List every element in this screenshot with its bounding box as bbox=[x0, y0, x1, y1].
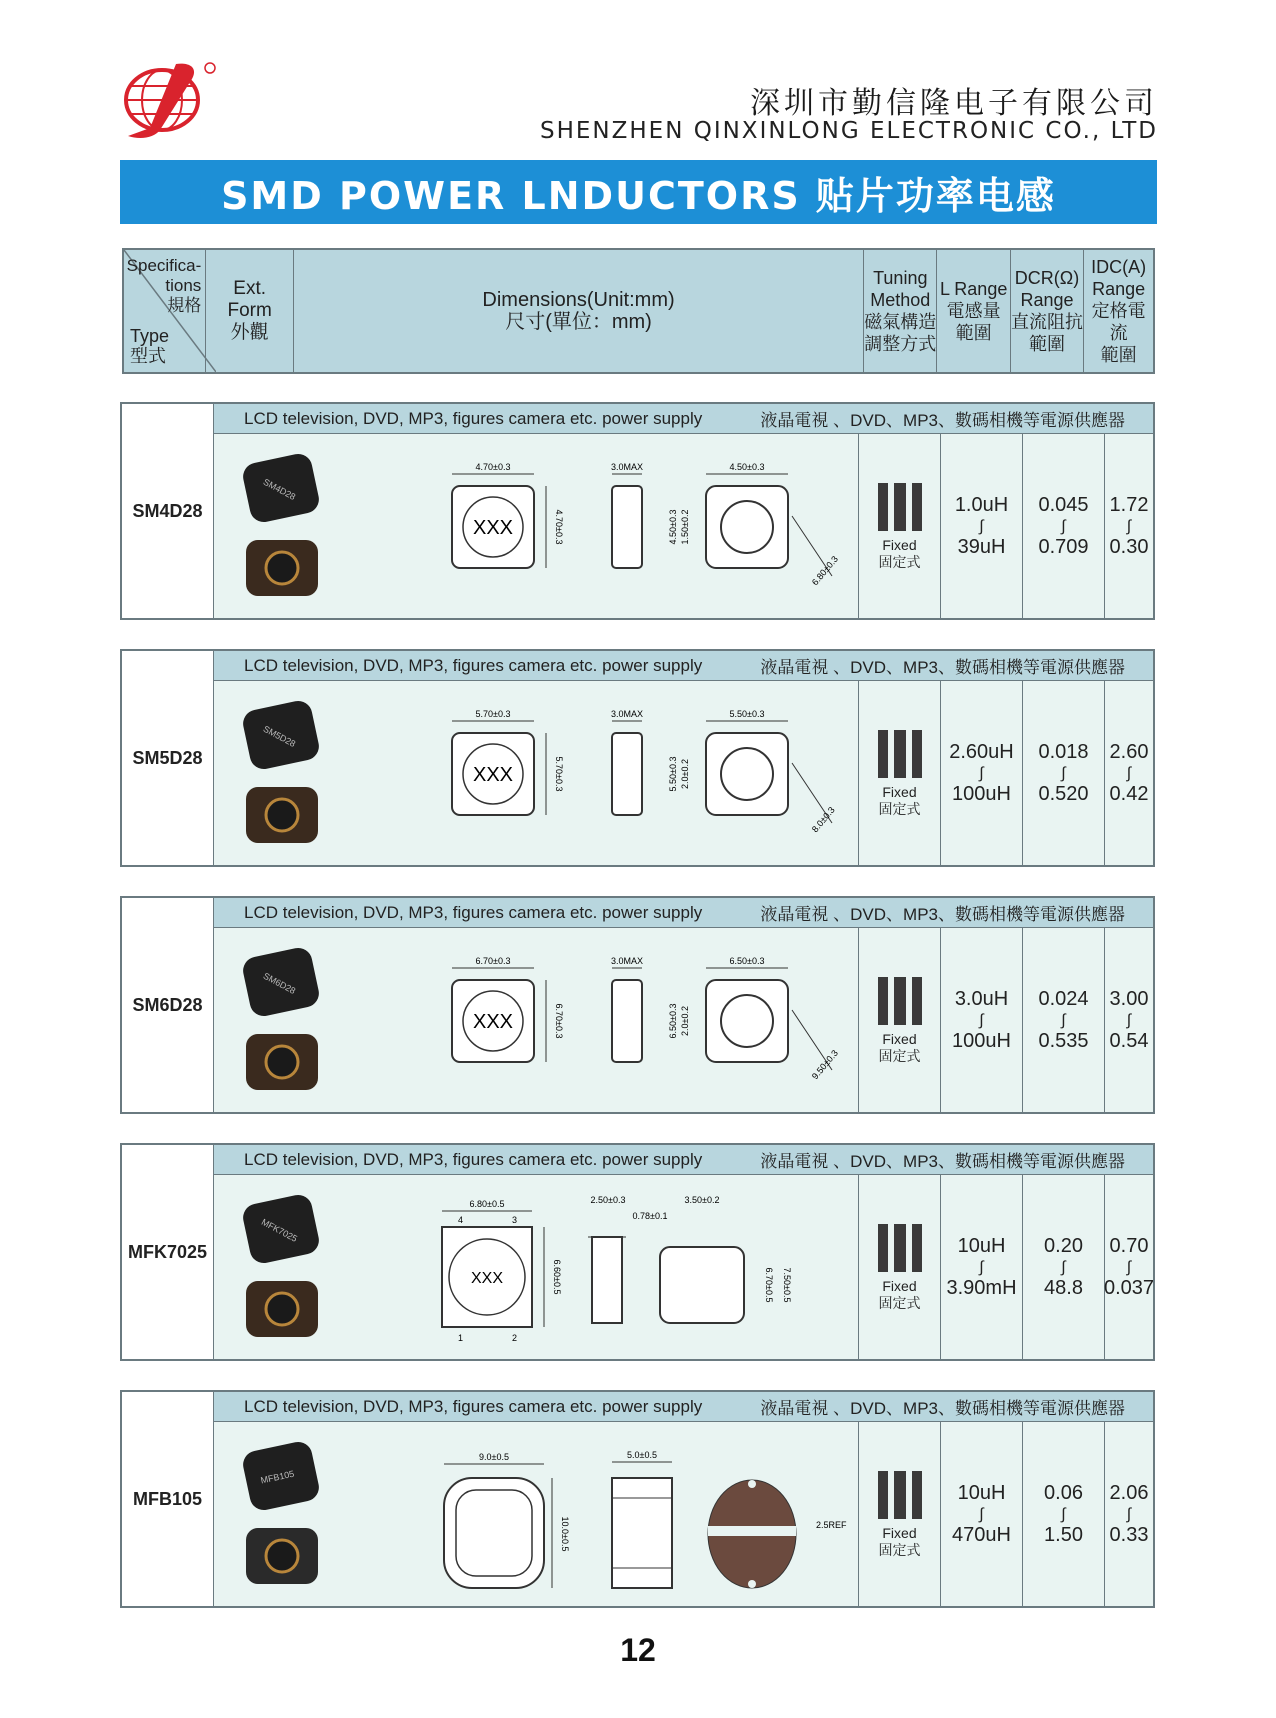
marking-text: XXX bbox=[472, 517, 514, 539]
application-en: LCD television, DVD, MP3, figures camera etc. power supply bbox=[244, 1396, 703, 1416]
dim-width: 6.70±0.3 bbox=[475, 956, 511, 966]
application-bar bbox=[214, 1145, 1153, 1175]
dim-height-2: 4.50±0.3 bbox=[668, 509, 678, 545]
tuning-fixed-cn: 固定式 bbox=[878, 554, 921, 570]
dcr-min: 0.06 bbox=[1044, 1481, 1083, 1504]
fixed-core-icon bbox=[876, 728, 924, 780]
application-cn: 液晶電視 、DVD、MP3、數碼相機等電源供應器 bbox=[760, 658, 1125, 677]
application-bar bbox=[214, 404, 1153, 434]
photo-label: MFB105 bbox=[259, 1468, 296, 1486]
l-max: 470uH bbox=[952, 1523, 1011, 1546]
product-row bbox=[120, 1390, 1155, 1608]
idc-header: IDC(A) Range 定格電流 範圍 bbox=[1091, 257, 1147, 365]
tuning-header: Tuning Method 磁氣構造 調整方式 bbox=[864, 250, 937, 372]
type-cell: SM6D28 bbox=[122, 898, 214, 1112]
product-row bbox=[120, 649, 1155, 867]
application-cn: 液晶電視 、DVD、MP3、數碼相機等電源供應器 bbox=[760, 905, 1125, 924]
dcr-cell bbox=[1022, 681, 1104, 865]
dim-pitch: 2.0±0.2 bbox=[680, 759, 690, 789]
dim-diagonal: 9.50±0.3 bbox=[809, 1048, 841, 1082]
idc-max: 1.72 bbox=[1109, 493, 1149, 516]
l-min: 2.60uH bbox=[949, 740, 1014, 763]
spec-label: Specifica- tions 規格 bbox=[126, 256, 202, 315]
dimension-drawing bbox=[412, 1177, 872, 1361]
idc-cell bbox=[1104, 681, 1153, 865]
ext-form-header: Ext. Form 外觀 bbox=[206, 250, 294, 372]
page-number: 12 bbox=[620, 1632, 656, 1668]
l-min: 10uH bbox=[957, 1234, 1006, 1257]
dcr-max: 1.50 bbox=[1044, 1523, 1083, 1546]
idc-max: 3.00 bbox=[1109, 987, 1149, 1010]
dim-width-2: 6.50±0.3 bbox=[729, 956, 765, 966]
dim-width: 5.70±0.3 bbox=[475, 709, 511, 719]
dim-width-2: 4.50±0.3 bbox=[729, 462, 765, 472]
application-en: LCD television, DVD, MP3, figures camera etc. power supply bbox=[244, 1149, 703, 1169]
fixed-core-icon bbox=[876, 481, 924, 533]
fixed-core-icon bbox=[876, 1469, 924, 1521]
dim-thickness: 5.0±0.5 bbox=[627, 1450, 657, 1460]
photo-label: SM5D28 bbox=[261, 723, 298, 749]
banner-title: SMD POWER LNDUCTORS 贴片功率电感 bbox=[221, 173, 1056, 218]
range-tilde: ∫ bbox=[1061, 1011, 1066, 1029]
dcr-min: 0.20 bbox=[1044, 1234, 1083, 1257]
spec-type-corner-cell bbox=[124, 250, 206, 372]
idc-min: 0.33 bbox=[1109, 1523, 1149, 1546]
application-bar bbox=[214, 1392, 1153, 1422]
dim-width: 4.70±0.3 bbox=[475, 462, 511, 472]
dim-thickness: 3.0MAX bbox=[610, 709, 644, 719]
l-min: 10uH bbox=[957, 1481, 1006, 1504]
dcr-max: 0.535 bbox=[1038, 1029, 1089, 1052]
dimension-drawing bbox=[412, 930, 872, 1114]
idc-cell bbox=[1104, 928, 1153, 1112]
dim-pitch: 2.0±0.2 bbox=[680, 1006, 690, 1036]
company-name-en: SHENZHEN QINXINLONG ELECTRONIC CO., LTD bbox=[539, 118, 1158, 144]
fixed-core-icon bbox=[876, 975, 924, 1027]
marking-text: XXX bbox=[470, 1270, 504, 1287]
idc-min: 0.42 bbox=[1109, 782, 1149, 805]
marking-text: XXX bbox=[472, 764, 514, 786]
dcr-max: 0.709 bbox=[1038, 535, 1089, 558]
dimensions-header: Dimensions(Unit:mm) 尺寸(單位：mm) bbox=[294, 250, 864, 372]
dim-diagonal: 6.80±0.3 bbox=[809, 554, 841, 588]
dim-pitch: 1.50±0.2 bbox=[680, 509, 690, 545]
fixed-core-icon bbox=[876, 1222, 924, 1274]
tuning-cell bbox=[858, 1422, 940, 1606]
tuning-fixed-cn: 固定式 bbox=[878, 1295, 921, 1311]
dimension-drawing bbox=[412, 436, 872, 620]
l-range-cell bbox=[940, 928, 1022, 1112]
application-bar bbox=[214, 651, 1153, 681]
tuning-cell bbox=[858, 434, 940, 618]
dim-height: 10.0±0.5 bbox=[560, 1516, 570, 1552]
company-logo bbox=[120, 58, 220, 142]
dim-height: 4.70±0.3 bbox=[554, 509, 564, 545]
application-bar bbox=[214, 898, 1153, 928]
l-range-cell bbox=[940, 1175, 1022, 1359]
photo-label: MFK7025 bbox=[259, 1216, 299, 1244]
type-label: Type 型式 bbox=[130, 326, 170, 366]
dcr-max: 0.520 bbox=[1038, 782, 1089, 805]
pin-1: 1 bbox=[458, 1333, 464, 1343]
company-name-cn: 深圳市勤信隆电子有限公司 bbox=[750, 86, 1158, 121]
type-cell: MFK7025 bbox=[122, 1145, 214, 1359]
dimension-drawing bbox=[412, 1424, 872, 1608]
dim-width: 9.0±0.5 bbox=[479, 1452, 509, 1462]
l-max: 3.90mH bbox=[946, 1276, 1017, 1299]
dim-width: 6.80±0.5 bbox=[469, 1199, 505, 1209]
tuning-fixed-en: Fixed bbox=[882, 1278, 917, 1294]
product-row bbox=[120, 896, 1155, 1114]
dim-pitch: 2.5REF bbox=[816, 1520, 847, 1530]
l-range-cell bbox=[940, 681, 1022, 865]
component-photo bbox=[232, 695, 332, 855]
range-tilde: ∫ bbox=[979, 1011, 984, 1029]
application-cn: 液晶電視 、DVD、MP3、數碼相機等電源供應器 bbox=[760, 1152, 1125, 1171]
range-tilde: ∫ bbox=[1126, 764, 1132, 782]
l-range-cell bbox=[940, 1422, 1022, 1606]
component-photo bbox=[232, 448, 332, 608]
range-tilde: ∫ bbox=[1126, 1258, 1132, 1276]
range-tilde: ∫ bbox=[1126, 1505, 1132, 1523]
dim-height-2: 6.70±0.5 bbox=[764, 1267, 774, 1303]
l-min: 1.0uH bbox=[954, 493, 1009, 516]
dim-thickness: 3.0MAX bbox=[610, 462, 644, 472]
range-tilde: ∫ bbox=[979, 764, 984, 782]
l-max: 100uH bbox=[952, 1029, 1011, 1052]
dim-diagonal: 7.50±0.5 bbox=[782, 1267, 792, 1303]
dim-width-2: 5.50±0.3 bbox=[729, 709, 765, 719]
type-cell: MFB105 bbox=[122, 1392, 214, 1606]
title-banner bbox=[120, 160, 1157, 224]
application-en: LCD television, DVD, MP3, figures camera etc. power supply bbox=[244, 408, 703, 428]
tuning-fixed-cn: 固定式 bbox=[878, 801, 921, 817]
dim-height: 5.70±0.3 bbox=[554, 756, 564, 792]
tuning-fixed-en: Fixed bbox=[882, 1525, 917, 1541]
type-cell: SM4D28 bbox=[122, 404, 214, 618]
range-tilde: ∫ bbox=[1126, 517, 1132, 535]
dcr-cell bbox=[1022, 928, 1104, 1112]
l-min: 3.0uH bbox=[954, 987, 1009, 1010]
idc-max: 2.06 bbox=[1109, 1481, 1149, 1504]
dimension-drawing bbox=[412, 683, 872, 867]
l-range-cell bbox=[940, 434, 1022, 618]
tuning-fixed-en: Fixed bbox=[882, 1031, 917, 1047]
dim-height: 6.60±0.5 bbox=[552, 1259, 562, 1295]
product-row bbox=[120, 1143, 1155, 1361]
range-tilde: ∫ bbox=[979, 1505, 984, 1523]
tuning-fixed-cn: 固定式 bbox=[878, 1048, 921, 1064]
dcr-min: 0.018 bbox=[1038, 740, 1089, 763]
dim-pin: 0.78±0.1 bbox=[632, 1211, 668, 1221]
l-max: 39uH bbox=[957, 535, 1006, 558]
component-photo bbox=[232, 942, 332, 1102]
dcr-cell bbox=[1022, 1175, 1104, 1359]
product-row bbox=[120, 402, 1155, 620]
dim-height: 6.70±0.3 bbox=[554, 1003, 564, 1039]
dim-height-2: 5.50±0.3 bbox=[668, 756, 678, 792]
component-photo bbox=[232, 1189, 332, 1349]
pin-4: 4 bbox=[458, 1215, 464, 1225]
idc-min: 0.037 bbox=[1103, 1276, 1155, 1299]
pin-3: 3 bbox=[512, 1215, 518, 1225]
dcr-min: 0.024 bbox=[1038, 987, 1089, 1010]
dim-width-2: 3.50±0.2 bbox=[684, 1195, 720, 1205]
idc-cell bbox=[1104, 1175, 1153, 1359]
marking-text: XXX bbox=[472, 1011, 514, 1033]
dim-height-2: 6.50±0.3 bbox=[668, 1003, 678, 1039]
range-tilde: ∫ bbox=[1061, 517, 1066, 535]
l-range-header: L Range 電感量 範圍 bbox=[937, 250, 1010, 372]
component-photo bbox=[232, 1436, 332, 1596]
application-cn: 液晶電視 、DVD、MP3、數碼相機等電源供應器 bbox=[760, 411, 1125, 430]
application-en: LCD television, DVD, MP3, figures camera etc. power supply bbox=[244, 655, 703, 675]
tuning-fixed-en: Fixed bbox=[882, 784, 917, 800]
idc-cell bbox=[1104, 1422, 1153, 1606]
range-tilde: ∫ bbox=[1061, 1505, 1066, 1523]
photo-label: SM4D28 bbox=[261, 476, 298, 502]
tuning-fixed-en: Fixed bbox=[882, 537, 917, 553]
idc-cell bbox=[1104, 434, 1153, 618]
dim-thickness: 2.50±0.3 bbox=[590, 1195, 626, 1205]
range-tilde: ∫ bbox=[1061, 1258, 1066, 1276]
dcr-min: 0.045 bbox=[1038, 493, 1089, 516]
application-cn: 液晶電視 、DVD、MP3、數碼相機等電源供應器 bbox=[760, 1399, 1125, 1418]
pin-2: 2 bbox=[512, 1333, 518, 1343]
spec-table-header bbox=[122, 248, 1155, 374]
dcr-cell bbox=[1022, 1422, 1104, 1606]
idc-min: 0.54 bbox=[1109, 1029, 1149, 1052]
application-en: LCD television, DVD, MP3, figures camera etc. power supply bbox=[244, 902, 703, 922]
range-tilde: ∫ bbox=[1126, 1011, 1132, 1029]
idc-max: 2.60 bbox=[1109, 740, 1149, 763]
range-tilde: ∫ bbox=[979, 1258, 984, 1276]
range-tilde: ∫ bbox=[1061, 764, 1066, 782]
tuning-cell bbox=[858, 1175, 940, 1359]
tuning-cell bbox=[858, 928, 940, 1112]
tuning-fixed-cn: 固定式 bbox=[878, 1542, 921, 1558]
type-cell: SM5D28 bbox=[122, 651, 214, 865]
l-max: 100uH bbox=[952, 782, 1011, 805]
range-tilde: ∫ bbox=[979, 517, 984, 535]
photo-label: SM6D28 bbox=[261, 970, 298, 996]
idc-max: 0.70 bbox=[1109, 1234, 1149, 1257]
dcr-cell bbox=[1022, 434, 1104, 618]
dim-thickness: 3.0MAX bbox=[610, 956, 644, 966]
tuning-cell bbox=[858, 681, 940, 865]
dcr-max: 48.8 bbox=[1044, 1276, 1083, 1299]
dcr-header: DCR(Ω) Range 直流阻抗 範圍 bbox=[1011, 250, 1084, 372]
dim-diagonal: 8.0±0.3 bbox=[809, 804, 837, 835]
idc-min: 0.30 bbox=[1109, 535, 1149, 558]
